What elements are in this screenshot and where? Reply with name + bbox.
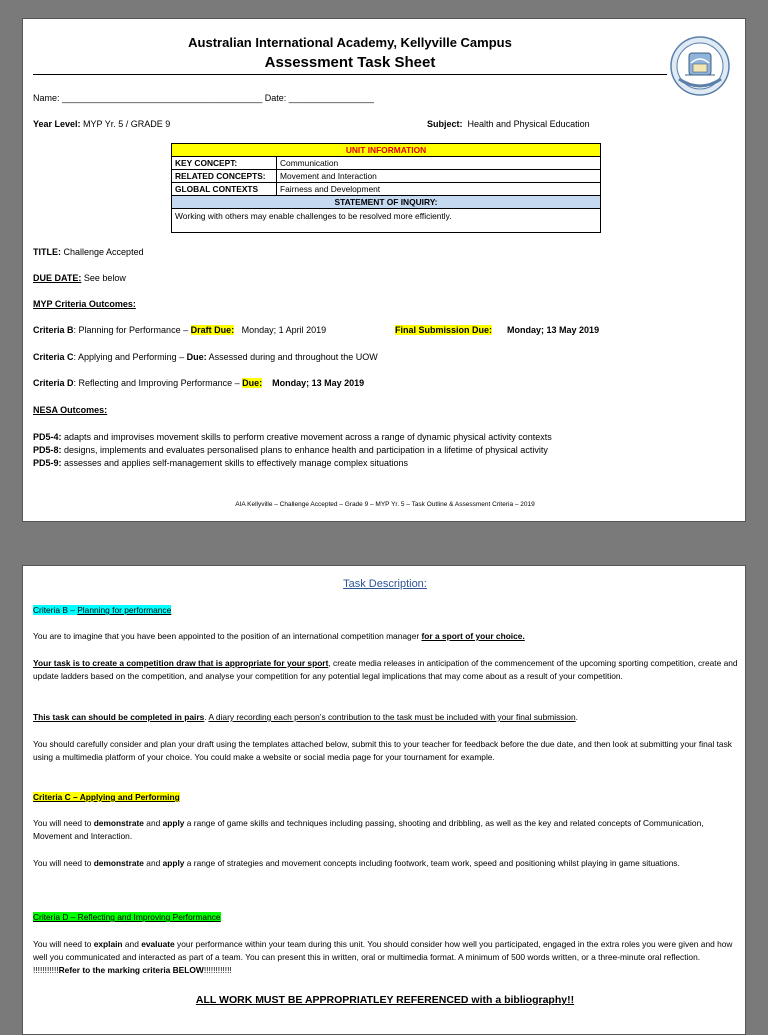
crit-b-head-prefix: Criteria B – (33, 605, 78, 615)
paragraph-emphasis: Refer to the marking criteria BELOW (58, 965, 204, 975)
final-due-date: Monday; 13 May 2019 (507, 325, 600, 335)
key-concept-label: KEY CONCEPT: (172, 157, 277, 170)
paragraph-text: and (122, 939, 142, 949)
crit-c-rest: Assessed during and throughout the UOW (208, 352, 378, 362)
name-field (33, 93, 374, 104)
paragraph-text: You are to imagine that you have been appointed to the position of an international competition manager (33, 631, 422, 641)
subject (427, 119, 590, 130)
draft-due-label: Draft Due: (190, 325, 235, 335)
due-date (33, 273, 126, 284)
title-rule (33, 74, 667, 75)
paragraph-text: and (143, 818, 163, 828)
due-value: See below (83, 273, 126, 283)
paragraph-emphasis: apply (162, 818, 185, 828)
myp-heading: MYP Criteria Outcomes: (33, 299, 136, 309)
date-label: Date: (264, 93, 287, 103)
criteria-d-line (33, 378, 364, 389)
crit-d-label: Criteria D (33, 378, 74, 388)
paragraph (33, 711, 738, 724)
paragraph-text: You will need to (33, 939, 94, 949)
final-due-label: Final Submission Due: (395, 325, 493, 335)
paragraph (33, 938, 738, 977)
crit-b-label: Criteria B (33, 325, 74, 335)
date-blank: _________________ (288, 93, 374, 103)
crit-b-head-title: Planning for performance (77, 605, 172, 615)
unit-info-header: UNIT INFORMATION (172, 144, 601, 157)
page-1 (22, 18, 746, 522)
paragraph-emphasis: apply (162, 858, 185, 868)
sheet-title: Assessment Task Sheet (264, 54, 436, 71)
paragraph-text: You will need to (33, 858, 94, 868)
paragraph-emphasis: demonstrate (93, 818, 144, 828)
paragraph-emphasis: for a sport of your choice. (421, 631, 525, 641)
referencing-notice-text: ALL WORK MUST BE APPROPRIATLEY REFERENCED with a bibliography!! (195, 994, 575, 1006)
paragraph-text: !!!!!!!!!!!! (203, 965, 232, 975)
crit-c-due: Due: (186, 352, 207, 362)
paragraph-underline: A diary recording each person’s contribution to the task must be included with your final submission (208, 712, 576, 722)
paragraph-emphasis: evaluate (141, 939, 175, 949)
related-concepts-value: Movement and Interaction (277, 170, 601, 183)
global-contexts-label: GLOBAL CONTEXTS (172, 183, 277, 196)
related-concepts-label: RELATED CONCEPTS: (172, 170, 277, 183)
paragraph-emphasis: Your task is to create a competition draw that is appropriate for your sport (33, 658, 329, 668)
crit-c-text: : Applying and Performing – (73, 352, 185, 362)
paragraph-text: . (204, 712, 209, 722)
subject-value: Health and Physical Education (467, 119, 590, 129)
criteria-c-heading (33, 791, 180, 804)
unit-info-table (171, 143, 601, 233)
paragraph-text: a range of strategies and movement concepts including footwork, team work, speed and positioning whilst playing in game situations. (184, 858, 680, 868)
nesa-code: PD5-4: (33, 432, 62, 442)
nesa-heading: NESA Outcomes: (33, 405, 108, 415)
paragraph-text: You will need to (33, 818, 94, 828)
paragraph-emphasis: demonstrate (93, 858, 144, 868)
page-2 (22, 565, 746, 1035)
paragraph-emphasis: This task can should be completed in pairs (33, 712, 205, 722)
crit-d-text: : Reflecting and Improving Performance – (73, 378, 240, 388)
name-label: Name: (33, 93, 60, 103)
school-crest-logo (669, 35, 731, 97)
paragraph-text: and (143, 858, 163, 868)
nesa-code: PD5-8: (33, 445, 62, 455)
year-value: MYP Yr. 5 / GRADE 9 (83, 119, 171, 129)
nesa-outcome (33, 458, 408, 469)
paragraph (33, 817, 738, 843)
paragraph-text: , create media releases in anticipation of the commencement of the upcoming sporting competition, create and update ladders based on the competition, and analyse your competition for any potential legal implications that may come about as a result of your competition. (33, 658, 738, 681)
criteria-b-heading (33, 604, 171, 617)
due-label: DUE DATE: (33, 273, 82, 283)
crit-d-head-title: Criteria D – Reflecting and Improving Performance (33, 912, 221, 922)
draft-due-date: Monday; 1 April 2019 (241, 325, 327, 335)
paragraph (33, 857, 738, 870)
task-title (33, 247, 144, 258)
paragraph (33, 630, 738, 643)
nesa-text: designs, implements and evaluates personalised plans to enhance health and participation in a lifetime of physical activity (64, 445, 548, 455)
crit-d-due: Due: (242, 378, 263, 388)
nesa-outcome (33, 432, 552, 443)
criteria-c-line (33, 352, 378, 363)
crit-c-head-title: Criteria C – Applying and Performing (33, 792, 180, 802)
criteria-d-heading (33, 911, 221, 924)
school-name: Australian International Academy, Kellyville Campus (188, 35, 512, 50)
paragraph-text: a range of game skills and techniques including passing, shooting and dribbling, as well as the key and related concepts of Communication, Movement and Interaction. (33, 818, 704, 841)
paragraph: You should carefully consider and plan your draft using the templates attached below, submit this to your teacher for feedback before the due date, and then look at submitting your final task using a multimedia platform of your choice. You could make a website or social media page for your tournament for example. (33, 739, 732, 762)
nesa-text: adapts and improvises movement skills to perform creative movement across a range of dynamic physical activity contexts (64, 432, 552, 442)
paragraph (33, 657, 738, 683)
soi-text: Working with others may enable challenges to be resolved more efficiently. (172, 209, 601, 233)
name-blank: ________________________________________ (62, 93, 263, 103)
paragraph-text: . (575, 712, 578, 722)
paragraph-emphasis: explain (93, 939, 123, 949)
year-label: Year Level: (33, 119, 81, 129)
nesa-text: assesses and applies self-management skills to effectively manage complex situations (64, 458, 409, 468)
referencing-notice (23, 994, 747, 1006)
global-contexts-value: Fairness and Development (277, 183, 601, 196)
page-footer: AIA Kellyville – Challenge Accepted – Grade 9 – MYP Yr. 5 – Task Outline & Assessment Criteria – 2019 (235, 501, 535, 508)
criteria-b-line (33, 325, 326, 336)
final-submission (395, 325, 599, 336)
subject-label: Subject: (427, 119, 463, 129)
crit-c-label: Criteria C (33, 352, 74, 362)
title-label: TITLE: (33, 247, 61, 257)
paragraph-text: your performance within your team during this unit. You should consider how well you participated, engaged in the extra roles you were given and how well you communicated and interacted as part of a team. You can present this in written, oral or multimedia format. A minimum of 500 words written, or a three-minute oral reflection. !!!!!!!!!!! (33, 939, 733, 975)
year-level (33, 119, 170, 130)
nesa-outcome (33, 445, 548, 456)
task-description-heading: Task Description: (343, 578, 427, 590)
crit-d-date: Monday; 13 May 2019 (272, 378, 365, 388)
crit-b-text: : Planning for Performance – (73, 325, 189, 335)
table-row (172, 170, 601, 183)
nesa-code: PD5-9: (33, 458, 62, 468)
title-value: Challenge Accepted (63, 247, 144, 257)
table-row (172, 157, 601, 170)
key-concept-value: Communication (277, 157, 601, 170)
soi-header: STATEMENT OF INQUIRY: (172, 196, 601, 209)
table-row (172, 183, 601, 196)
